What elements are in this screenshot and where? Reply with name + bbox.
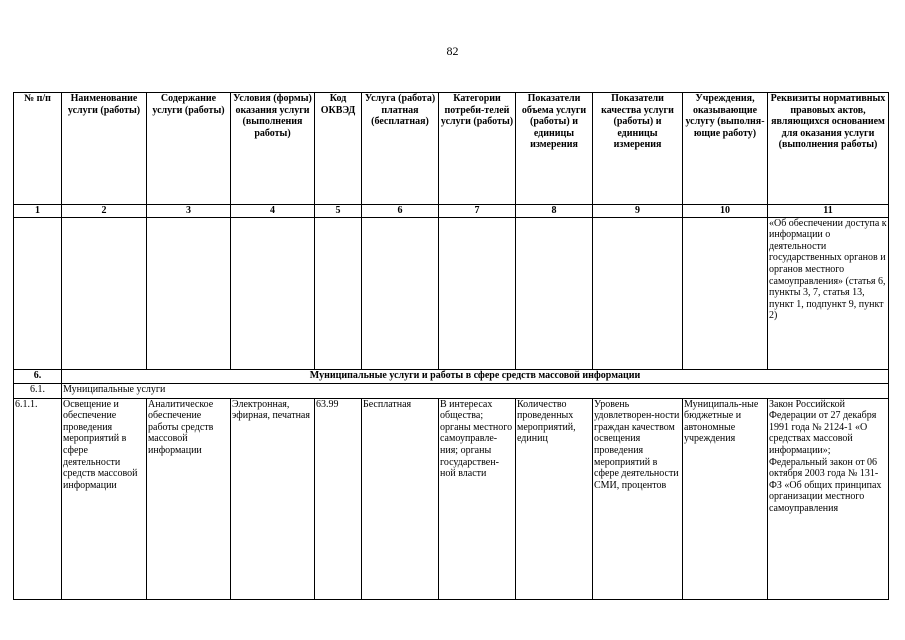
column-number: 7 — [439, 205, 516, 218]
header-cell: Содержание услуги (работы) — [147, 93, 231, 205]
column-number: 3 — [147, 205, 231, 218]
service-name: Освещение и обеспечение проведения мероприятий в сфере деятельности средств массовой информации — [62, 398, 147, 599]
subsection-title: Муниципальные услуги — [62, 383, 889, 398]
column-number: 2 — [62, 205, 147, 218]
services-table — [13, 92, 889, 600]
header-cell: Учреждения, оказывающие услугу (выполня-ющие работу) — [683, 93, 768, 205]
header-cell: Условия (формы) оказания услуги (выполнения работы) — [231, 93, 315, 205]
legal-acts-continuation: «Об обеспечении доступа к информации о деятельности государственных органов и органов местного самоуправления» (статья 6, пункты 3, 7, статья 13, пункт 1, подпункт 9, пункт 2) — [768, 217, 889, 369]
column-number: 8 — [516, 205, 593, 218]
header-cell: Показатели качества услуги (работы) и единицы измерения — [593, 93, 683, 205]
service-legal-acts: Закон Российской Федерации от 27 декабря 1991 года № 2124-1 «О средствах массовой информации»; Федеральный закон от 06 октября 2003 года № 131-ФЗ «Об общих принципах организации местного самоуправления — [768, 398, 889, 599]
column-number: 11 — [768, 205, 889, 218]
continuation-row — [14, 217, 889, 369]
section-title: Муниципальные услуги и работы в сфере средств массовой информации — [62, 369, 889, 383]
column-number: 1 — [14, 205, 62, 218]
header-cell: Наименование услуги (работы) — [62, 93, 147, 205]
column-number: 9 — [593, 205, 683, 218]
service-quality: Уровень удовлетворен-ности граждан качеством освещения проведения мероприятий в сфере деятельности СМИ, процентов — [593, 398, 683, 599]
section-row — [14, 369, 889, 383]
page-number: 82 — [446, 44, 459, 58]
column-number: 4 — [231, 205, 315, 218]
service-number: 6.1.1. — [14, 398, 62, 599]
subsection-number: 6.1. — [14, 383, 62, 398]
header-cell: Показатели объема услуги (работы) и единицы измерения — [516, 93, 593, 205]
column-number: 10 — [683, 205, 768, 218]
service-paid: Бесплатная — [362, 398, 439, 599]
section-number: 6. — [14, 369, 62, 383]
header-cell: Реквизиты нормативных правовых актов, являющихся основанием для оказания услуги (выполнения работы) — [768, 93, 889, 205]
column-number-row — [14, 205, 889, 218]
service-row — [14, 398, 889, 599]
header-cell: № п/п — [14, 93, 62, 205]
header-cell: Категории потреби-телей услуги (работы) — [439, 93, 516, 205]
column-number: 5 — [315, 205, 362, 218]
header-cell: Услуга (работа) платная (бесплатная) — [362, 93, 439, 205]
column-number: 6 — [362, 205, 439, 218]
service-volume: Количество проведенных мероприятий, единиц — [516, 398, 593, 599]
service-content: Аналитическое обеспечение работы средств массовой информации — [147, 398, 231, 599]
service-conditions: Электронная, эфирная, печатная — [231, 398, 315, 599]
subsection-row — [14, 383, 889, 398]
service-okved: 63.99 — [315, 398, 362, 599]
header-cell: Код ОКВЭД — [315, 93, 362, 205]
header-row — [14, 93, 889, 205]
service-institutions: Муниципаль-ные бюджетные и автономные учреждения — [683, 398, 768, 599]
service-consumers: В интересах общества; органы местного самоуправле-ния; органы государствен-ной власти — [439, 398, 516, 599]
